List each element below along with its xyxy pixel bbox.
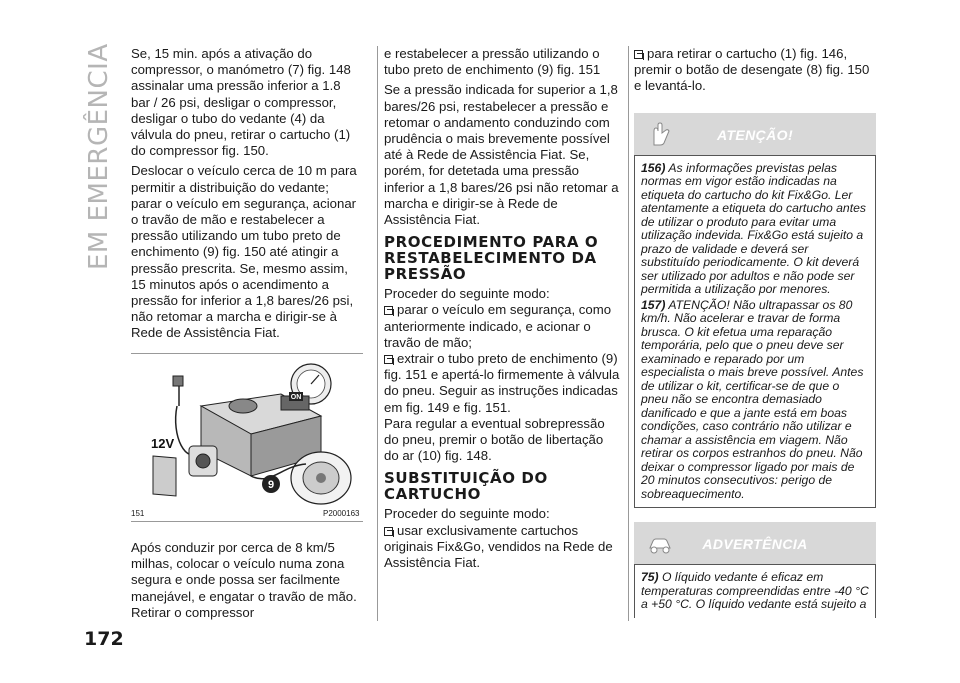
column-1-continued [131,540,363,625]
column-divider [377,46,378,621]
figure-bottom-rule [131,521,363,522]
note-75 [641,571,869,612]
note-number: 75) [641,570,659,585]
page-number: 172 [84,628,124,650]
paragraph: Se, 15 min. após a ativação do compressor, o manómetro (7) fig. 148 assinalar uma pressão inferior a 1.8 bar / 26 psi, desligar o compressor, desligar o tubo do vedante (4) da válvula do pneu, retirar o cartucho (1) do compressor fig. 150. [131,46,351,159]
checkbox-bullet-icon [384,355,393,364]
bullet-item [634,46,876,95]
note-text: As informações previstas pelas normas em vigor estão indicadas na etiqueta do cartucho do kit Fix&Go. Ler atentamente a etiqueta do cartucho antes de utilizar o produto para evitar uma utilização indevida. Fix&Go está sujeito a prazo de validade e deverá ser substituído periodicamente. O kit deverá ser utilizado por adultos e não pode ser permitida a utilização por menores. [641,160,866,297]
section-heading: SUBSTITUIÇÃO DO CARTUCHO [384,469,548,504]
checkbox-bullet-icon [384,527,393,536]
bullet-text: parar o veículo em segurança, como anteriormente indicado, e acionar o travão de mão; [384,302,612,350]
paragraph: Proceder do seguinte modo: [384,506,550,522]
advertencia-header [634,522,876,564]
attention-box [634,155,876,509]
bullet-text: extrair o tubo preto de enchimento (9) fig. 151 e apertá-lo firmemente à válvula do pneu. Seguir as instruções indicadas em fig. 149 e fig. 151. [384,351,620,415]
paragraph: Se a pressão indicada for superior a 1,8 bares/26 psi, restabelecer a pressão e retomar o andamento conduzindo com prudência o mais brevemente possível até à Rede de Assistência Fiat. Se, porém, for detetada uma pressão inferior a 1,8 bares/26 psi não retomar a marcha e dirigir-se à Rede de Assistência Fiat. [384,82,619,228]
advertencia-box [634,564,876,618]
bullet-text: usar exclusivamente cartuchos originais Fix&Go, vendidos na Rede de Assistência Fiat. [384,522,613,571]
section-title: EM EMERGÊNCIA [84,43,114,270]
attention-header [634,113,876,155]
figure-code: P2000163 [323,509,360,518]
paragraph: Proceder do seguinte modo: [384,286,550,302]
paragraph: Para regular a eventual sobrepressão do pneu, premir o botão de libertação do ar (10) fig. 148. [384,415,605,464]
column-2 [384,46,620,575]
note-number: 156) [641,160,666,175]
bullet-item [384,351,620,416]
column-1 [131,46,363,346]
column-3 [634,46,876,618]
note-157 [641,299,869,502]
12v-label: 12V [151,436,175,451]
note-text: ATENÇÃO! Não ultrapassar os 80 km/h. Não acelerar e travar de forma brusca. O kit efetua uma reparação temporária, pelo que o pneu deve ser examinado e reparado por um especialista o mais breve possível. Antes de utilizar o kit, certificar-se de que o pneu não se encontra demasiado danificado e que a jante está em boas condições, caso contrário não utilizar e chamar a assistência em viagem. Não retirar os corpos estranhos do pneu. Não deixar o compressor ligado por mais de 20 minutos consecutivos: perigo de sobreaquecimento. [641,297,864,501]
paragraph: e restabelecer a pressão utilizando o tubo preto de enchimento (9) fig. 151 [384,46,601,78]
paragraph: Após conduzir por cerca de 8 km/5 milhas, colocar o veículo numa zona segura e onde possa ser facilmente manejável, e engatar o travão de mão. Retirar o compressor [131,540,357,620]
note-text: O líquido vedante é eficaz em temperaturas compreendidas entre -40 °C a +50 °C. O líquido vedante está sujeito a [641,570,869,612]
column-divider [628,46,629,621]
note-number: 157) [641,297,666,312]
checkbox-bullet-icon [384,306,393,315]
bullet-text: para retirar o cartucho (1) fig. 146, premir o botão de desengate (8) fig. 150 e levantá-lo. [634,46,870,94]
figure-top-rule [131,353,363,354]
paragraph: Deslocar o veículo cerca de 10 m para permitir a distribuição do vedante; parar o veículo em segurança, acionar o travão de mão e restabelecer a pressão utilizando um tubo preto de enchimento (9) fig. 150 até atingir a pressão prescrita. Se, mesmo assim, 15 minutos após o acendimento a pressão for inferior a 1,8 bares/26 psi, não retomar a marcha e dirigir-se à Rede de Assistência Fiat. [131,163,357,341]
advertencia-title: ADVERTÊNCIA [702,536,808,553]
compressor-kit-figure [131,356,363,518]
attention-title: ATENÇÃO! [716,126,794,143]
section-heading: PROCEDIMENTO PARA O RESTABELECIMENTO DA PRESSÃO [384,233,599,284]
checkbox-bullet-icon [634,50,643,59]
on-label: ON [290,394,302,401]
bullet-item [384,523,620,572]
bullet-item [384,302,620,351]
figure-number: 151 [131,509,145,518]
note-156 [641,162,869,297]
callout-9: 9 [267,479,275,491]
